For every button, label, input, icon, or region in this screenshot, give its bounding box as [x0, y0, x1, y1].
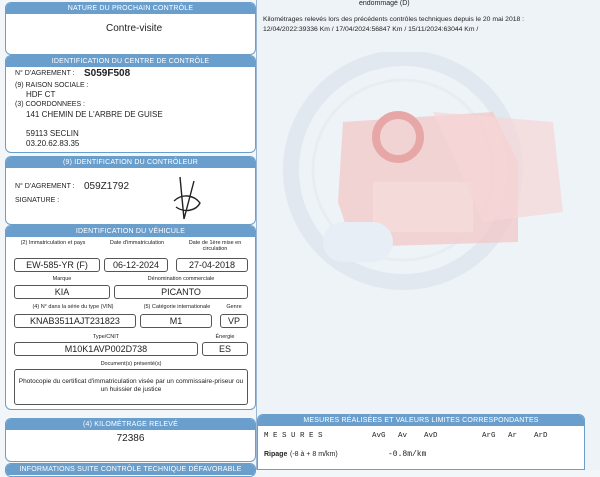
center-address2: 59113 SECLIN — [26, 129, 79, 138]
controller-agrement-label: N° D'AGREMENT : — [15, 183, 75, 190]
type-field: M10K1AVP002D738 — [14, 342, 198, 356]
right-column — [256, 0, 600, 470]
caption-docs: Document(s) présenté(s) — [100, 361, 162, 367]
center-raison-value: HDF CT — [26, 90, 56, 99]
date-first-field: 27-04-2018 — [176, 258, 248, 272]
col-arg: ArG — [482, 432, 496, 440]
controller-agrement-value: 059Z1792 — [84, 181, 130, 192]
next-control-value: Contre-visite — [106, 23, 163, 34]
caption-type: Type/CNIT — [92, 334, 120, 340]
center-agrement-label: N° D'AGREMENT : — [15, 70, 75, 77]
watermark-logo — [283, 52, 583, 292]
controller-header: (9) IDENTIFICATION DU CONTRÔLEUR — [6, 157, 255, 168]
mileage-panel — [5, 418, 256, 462]
caption-denom: Dénomination commerciale — [147, 276, 215, 282]
signature-image — [166, 171, 206, 223]
info-panel — [5, 463, 256, 477]
caption-date-first: Date de 1ère mise en circulation — [188, 240, 242, 252]
mileage-value: 72386 — [116, 433, 145, 444]
marque-field: KIA — [14, 285, 110, 299]
docs-field: Photocopie du certificat d'immatriculation visée par un commissaire-priseur ou un huissier de justice — [14, 369, 248, 405]
next-control-header: NATURE DU PROCHAIN CONTRÔLE — [6, 3, 255, 14]
center-raison-label: (9) RAISON SOCIALE : — [15, 82, 89, 89]
controller-signature-label: SIGNATURE : — [15, 197, 60, 204]
controller-panel — [5, 156, 256, 225]
caption-immat: (2) Immatriculation et pays — [20, 240, 86, 246]
col-avg: AvG — [372, 432, 386, 440]
next-control-panel — [5, 2, 256, 55]
col-avd: AvD — [424, 432, 438, 440]
caption-marque: Marque — [52, 276, 72, 282]
center-address1: 141 CHEMIN DE L'ARBRE DE GUISE — [26, 110, 163, 119]
endommage-text: endommagé (D) — [359, 0, 410, 7]
energie-field: ES — [202, 342, 248, 356]
center-phone: 03.20.62.83.35 — [26, 139, 80, 148]
vehicle-header: IDENTIFICATION DU VÉHICULE — [6, 226, 255, 237]
vin-field: KNAB3511AJT231823 — [14, 314, 136, 328]
denom-field: PICANTO — [114, 285, 248, 299]
genre-field: VP — [220, 314, 248, 328]
history-line-1: Kilométrages relevés lors des précédents contrôles techniques depuis le 20 mai 2018 : — [263, 16, 525, 23]
center-header: IDENTIFICATION DU CENTRE DE CONTRÔLE — [6, 56, 255, 67]
center-panel — [5, 55, 256, 153]
col-av: Av — [398, 432, 408, 440]
caption-date-immat: Date d'immatriculation — [109, 240, 165, 246]
mileage-header: (4) KILOMÉTRAGE RELEVÉ — [6, 419, 255, 430]
ripage-range: (-8 à + 8 m/km) — [290, 451, 338, 458]
cat-field: M1 — [140, 314, 212, 328]
center-agrement-value: S059F508 — [84, 68, 131, 79]
caption-vin: (4) N° dans la série du type (VIN) — [32, 304, 114, 310]
ripage-label: Ripage — [264, 451, 288, 458]
caption-cat: (5) Catégorie internationale — [143, 304, 211, 310]
info-header: INFORMATIONS SUITE CONTRÔLE TECHNIQUE DÉFAVORABLE — [6, 464, 255, 475]
center-coord-label: (3) COORDONNEES : — [15, 101, 86, 108]
history-line-2: 12/04/2022:39336 Km / 17/04/2024:56847 Km / 15/11/2024:63044 Km / — [263, 26, 479, 33]
ripage-value: -0.8m/km — [388, 450, 427, 459]
measures-col-label: M E S U R E S — [264, 432, 323, 440]
caption-genre: Genre — [226, 304, 242, 310]
col-ar: Ar — [508, 432, 518, 440]
col-ard: ArD — [534, 432, 548, 440]
measures-panel — [257, 414, 585, 470]
caption-energie: Énergie — [215, 334, 235, 340]
date-immat-field: 06-12-2024 — [104, 258, 168, 272]
immat-field: EW-585-YR (F) — [14, 258, 100, 272]
measures-header: MESURES RÉALISÉES ET VALEURS LIMITES CORRESPONDANTES — [258, 415, 584, 426]
vehicle-panel — [5, 225, 256, 410]
